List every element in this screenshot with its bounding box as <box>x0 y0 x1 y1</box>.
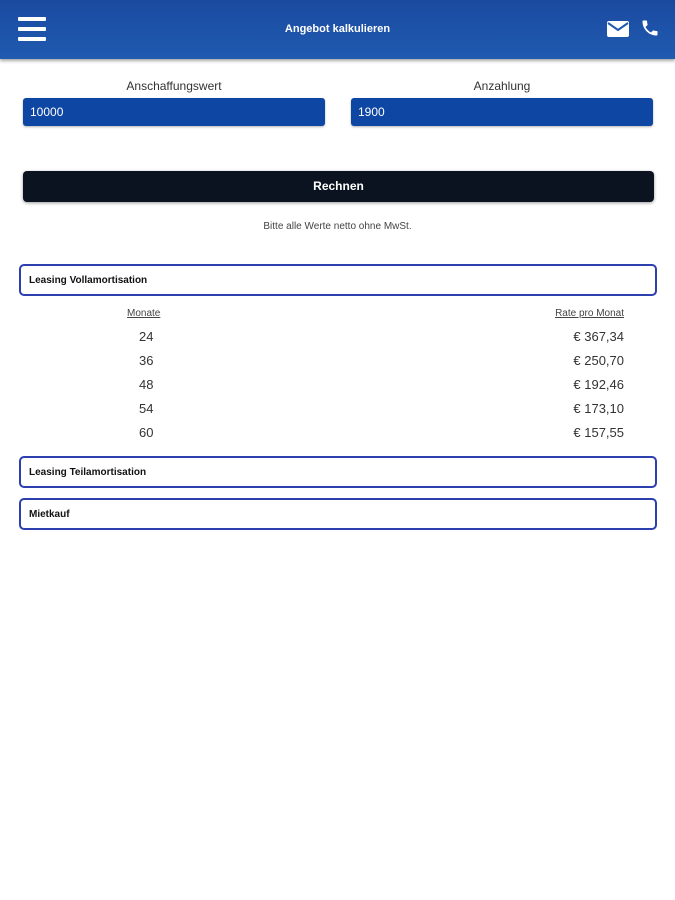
mail-icon[interactable] <box>607 21 629 37</box>
months-cell: 54 <box>139 401 154 416</box>
rate-cell: € 192,46 <box>573 377 624 392</box>
app-header <box>0 0 675 59</box>
rate-cell: € 173,10 <box>573 401 624 416</box>
col-header-rate: Rate pro Monat <box>555 308 624 319</box>
phone-icon[interactable] <box>640 18 660 38</box>
anzahlung-label: Anzahlung <box>473 79 531 93</box>
months-cell: 36 <box>139 353 154 368</box>
rate-cell: € 157,55 <box>573 425 624 440</box>
months-cell: 24 <box>139 329 154 344</box>
section-mietkauf[interactable]: Mietkauf <box>19 498 657 530</box>
section-teilamortisation[interactable]: Leasing Teilamortisation <box>19 456 657 488</box>
months-cell: 60 <box>139 425 154 440</box>
section-vollamortisation[interactable]: Leasing Vollamortisation <box>19 264 657 296</box>
anzahlung-input[interactable]: 1900 <box>351 98 653 126</box>
rate-cell: € 250,70 <box>573 353 624 368</box>
months-cell: 48 <box>139 377 154 392</box>
page-title: Angebot kalkulieren <box>284 23 391 35</box>
anschaffungswert-label: Anschaffungswert <box>126 79 222 93</box>
col-header-months: Monate <box>127 308 161 319</box>
rechnen-button[interactable]: Rechnen <box>23 171 654 202</box>
anschaffungswert-input[interactable]: 10000 <box>23 98 325 126</box>
rate-cell: € 367,34 <box>573 329 624 344</box>
hint-text: Bitte alle Werte netto ohne MwSt. <box>263 221 412 232</box>
